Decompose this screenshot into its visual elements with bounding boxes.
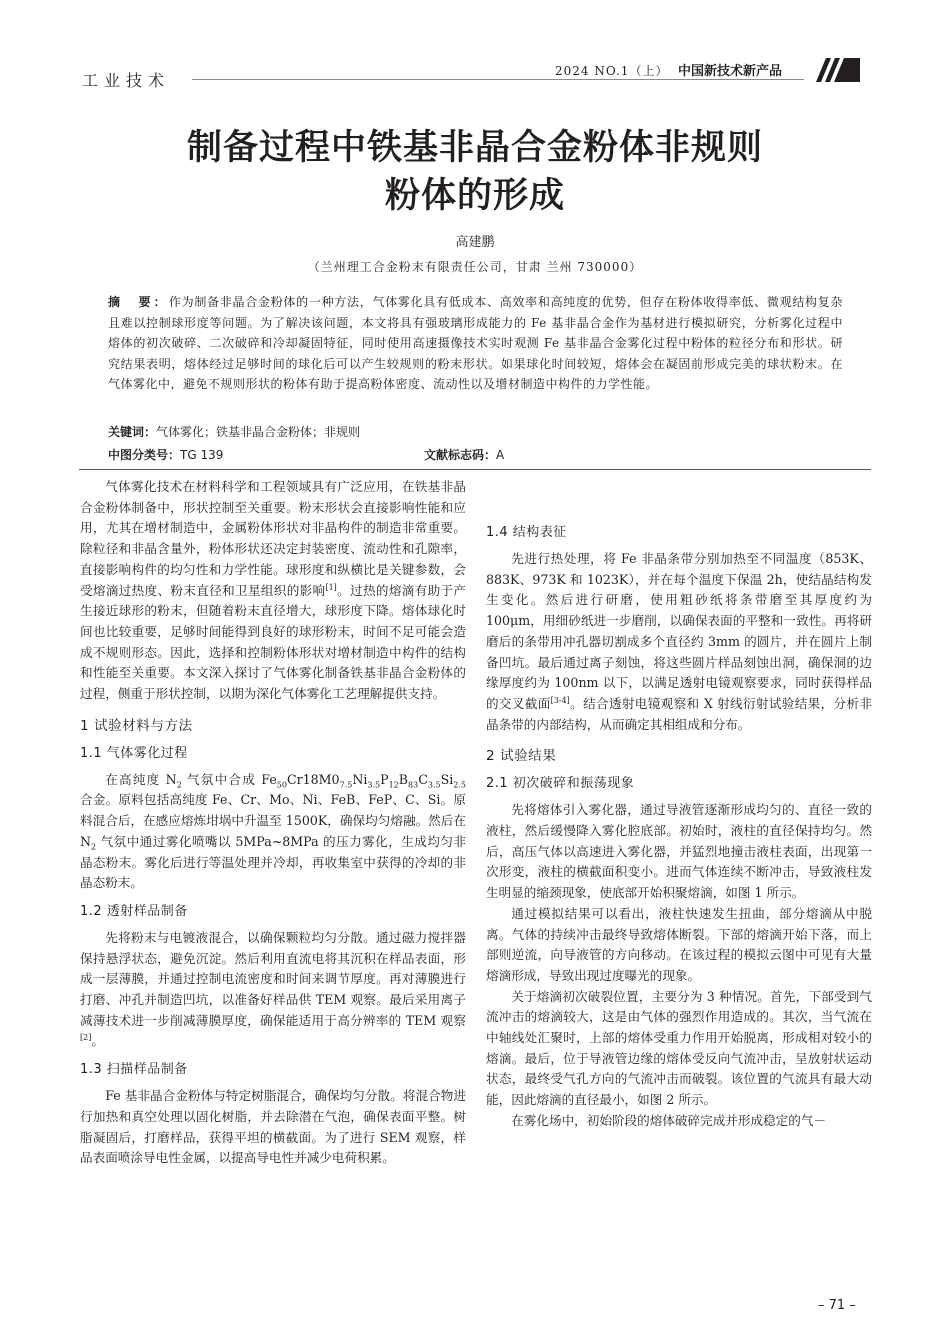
paragraph: 先将熔体引入雾化器，通过导液管逐渐形成均匀的、直径一致的液柱，然后缓慢降入雾化腔底部。初始时，液柱的直径保持均匀。然后，高压气体以高速进入雾化器，并猛烈地撞击液柱表面，出现第一次形变，液柱的横截面积变小。进而气体连续不断冲击，导致液柱发生明显的缩颈现象，使底部开始积聚熔滴，如图 1 所示。 <box>486 802 872 901</box>
text-run: 气氛中合成 Fe <box>181 771 277 787</box>
text-run: 先进行热处理，将 Fe 非晶条带分别加热至不同温度（853K、883K、973K 和 1023K），并在每个温度下保温 2h，使结晶结构发生变化。然后进行研磨，使用粗砂纸将条带磨至其厚度约为 100μm，用细砂纸进一步磨削，以确保表面的平整和一致性。再将研磨后的条带用冲孔器切割成多个直径约 3mm 的圆片，并在圆片上制备凹坑。最后通过离子刻蚀，将这些圆片样品刻蚀出洞，确保洞的边缘厚度约为 100nm 以下，以满足透射电镜观察要求，同时获得样品的交叉截面 <box>486 551 872 711</box>
subscript: 3.5 <box>367 780 381 790</box>
keywords-label: 关键词： <box>108 425 157 439</box>
text-run: 在高纯度 N <box>105 771 177 787</box>
body-column-right <box>486 477 872 1132</box>
abstract <box>108 292 843 395</box>
keywords <box>108 423 360 440</box>
abstract-label: 摘 要： <box>108 295 169 309</box>
text-run: B <box>398 771 409 787</box>
paragraph: 在雾化场中，初始阶段的熔体破碎完成并形成稳定的气－ <box>511 1112 827 1128</box>
journal-logo-icon <box>812 58 860 82</box>
abstract-divider <box>79 469 871 470</box>
intro-paragraph <box>80 477 466 705</box>
paragraph <box>486 549 872 735</box>
subsection-heading: 1.1 气体雾化过程 <box>80 745 188 761</box>
subscript: 12 <box>388 780 399 790</box>
citation: [1] <box>325 582 337 592</box>
text-run: 合金。原料包括高纯度 Fe、Cr、Mo、Ni、FeB、FeP、C、Si。原料混合后，在感应熔炼坩埚中升温至 1500K，确保均匀熔融。然后在 N <box>80 792 466 849</box>
article-title-line-1: 制备过程中铁基非晶合金粉体非规则 <box>186 127 763 168</box>
subscript: 2 <box>91 842 97 852</box>
issue-label: 2024 NO.1（上） <box>555 64 669 78</box>
paragraph: 通过模拟结果可以看出，液柱快速发生扭曲，部分熔滴从中脱离。气体的持续冲击最终导致熔体断裂。下部的熔滴开始下落，而上部则逆流，向导液管的方向移动。在该过程的模拟云图中可见有大量熔滴形成，导致出现过度曝光的现象。 <box>486 905 872 983</box>
paragraph <box>80 928 466 1052</box>
subscript: 83 <box>408 780 419 790</box>
text-run: Ni <box>352 771 368 787</box>
paragraph <box>80 770 466 894</box>
article-title-line-2: 粉体的形成 <box>384 175 565 216</box>
intro-text-cont: 。过热的熔滴有助于产生接近球形的粉末，但随着粉末直径增大，球形度下降。熔体球化时间也比较重要，足够时间能得到良好的球形粉末，时间不足可能会造成不规则形态。因此，选择和控制粉体形状对增材制造中构件的结构和性能至关重要。本文深入探讨了气体雾化制备铁基非晶合金粉体的过程，侧重于形状控制，以期为深化气体雾化工艺理解提供支持。 <box>80 582 467 702</box>
text-run: 先将粉末与电镀液混合，以确保颗粒均匀分散。通过磁力搅拌器保持悬浮状态，避免沉淀。然后利用直流电将其沉积在样品表面，形成一层薄膜，并通过控制电流密度和时间来调节厚度。再对薄膜进行打磨、冲孔并制造凹坑，以准备好样品供 TEM 观察。最后采用离子减薄技术进一步削减薄膜厚度，确保能适用于高分辨率的 TEM 观察 <box>80 929 466 1028</box>
classification-label: 中图分类号： <box>108 448 181 462</box>
page-number: – 71 – <box>818 1298 856 1313</box>
citation: [3-4] <box>550 695 570 705</box>
text-run: 气氛中通过雾化喷嘴以 5MPa~8MPa 的压力雾化，生成均匀非晶态粉末。雾化后进行等温处理并冷却，再收集室中获得的冷却的非晶态粉末。 <box>80 833 466 891</box>
classification-value: TG 139 <box>180 448 224 462</box>
text-run: P <box>380 771 389 787</box>
document-code-value: A <box>496 448 505 462</box>
subsection-heading: 2.1 初次破碎和振荡现象 <box>486 776 635 792</box>
subscript: 2 <box>176 780 182 790</box>
subsection-heading: 1.2 透射样品制备 <box>80 903 188 919</box>
paragraph: Fe 基非晶合金粉体与特定树脂混合，确保均匀分散。将混合物进行加热和真空处理以固化树脂，并去除潜在气泡，确保表面平整。树脂凝固后，打磨样品，获得平坦的横截面。为了进行 SEM 观察，样品表面喷涂导电性金属，以提高导电性并减少电荷积累。 <box>80 1088 466 1166</box>
subscript: 7.5 <box>339 780 353 790</box>
text-run: 。结合透射电镜观察和 X 射线衍射试验结果，分析非晶条带的内部结构，从而确定其相组成和分布。 <box>486 695 872 732</box>
body-column-left <box>80 477 466 1169</box>
subscript: 2.5 <box>453 780 466 790</box>
section-heading: 1 试验材料与方法 <box>80 717 193 734</box>
page-header <box>0 0 950 100</box>
paragraph: 关于熔滴初次破裂位置，主要分为 3 种情况。首先，下部受到气流冲击的熔滴较大，这是由气体的强烈作用造成的。其次，当气流在中轴线处汇聚时，上部的熔体受重力作用开始脱离，形成相对较小的熔滴。最后，位于导液管边缘的熔体受反向气流冲击，呈放射状运动状态，最终受气孔方向的气流冲击而破裂。该位置的气流具有最大动能，因此熔滴的直径最小，如图 2 所示。 <box>486 988 872 1108</box>
subscript: 50 <box>276 780 287 790</box>
author-affiliation: （兰州理工合金粉末有限责任公司，甘肃 兰州 730000） <box>307 260 643 274</box>
text-run: C <box>418 771 428 787</box>
classification-number <box>108 446 223 463</box>
intro-text: 气体雾化技术在材料科学和工程领域具有广泛应用，在铁基非晶合金粉体制备中，形状控制至关重要。粉末形状会直接影响性能和应用，尤其在增材制造中，金属粉体形状对非晶构件的制造非常重要。除粒径和非晶含量外，粉体形状还决定封装密度、流动性和孔隙率，直接影响构件的均匀性和力学性能。球形度和纵横比是关键参数，会受熔滴过热度、粉末直径和卫星组织的影响 <box>80 479 466 598</box>
section-label: 工业技术 <box>82 71 171 90</box>
abstract-text: 作为制备非晶合金粉体的一种方法，气体雾化具有低成本、高效率和高纯度的优势，但存在粉体收得率低、微观结构复杂且难以控制球形度等问题。为了解决该问题，本文将具有强玻璃形成能力的 Fe 基非晶合金作为基材进行模拟研究，分析雾化过程中熔体的初次破碎、二次破碎和冷却凝固特征，同时使用高速摄像技术实时观测 Fe 基非晶合金雾化过程中粉体的粒径分布和形状。研究结果表明，熔体经过足够时间的球化后可以产生较规则的粉末形状。如果球化时间较短，熔体会在凝固前形成完美的球状粉末。在气体雾化中，避免不规则形状的粉体有助于提高粉体密度、流动性以及增材制造中构件的力学性能。 <box>108 295 843 391</box>
text-run: Si <box>440 771 454 787</box>
text-run: Cr18M0 <box>286 771 340 787</box>
keywords-text: 气体雾化；铁基非晶合金粉体；非规则 <box>156 425 361 439</box>
text-run: 。 <box>91 1033 104 1049</box>
subsection-heading: 1.3 扫描样品制备 <box>80 1062 188 1078</box>
document-code-label: 文献标志码： <box>424 448 497 462</box>
subscript: 3.5 <box>427 780 441 790</box>
header-rule <box>192 79 804 80</box>
journal-name: 中国新技术新产品 <box>678 64 783 79</box>
section-heading: 2 试验结果 <box>486 748 557 765</box>
citation: [2] <box>80 1033 92 1043</box>
author-name: 高建鹏 <box>455 235 495 250</box>
document-code <box>424 446 504 463</box>
subsection-heading: 1.4 结构表征 <box>486 525 567 540</box>
